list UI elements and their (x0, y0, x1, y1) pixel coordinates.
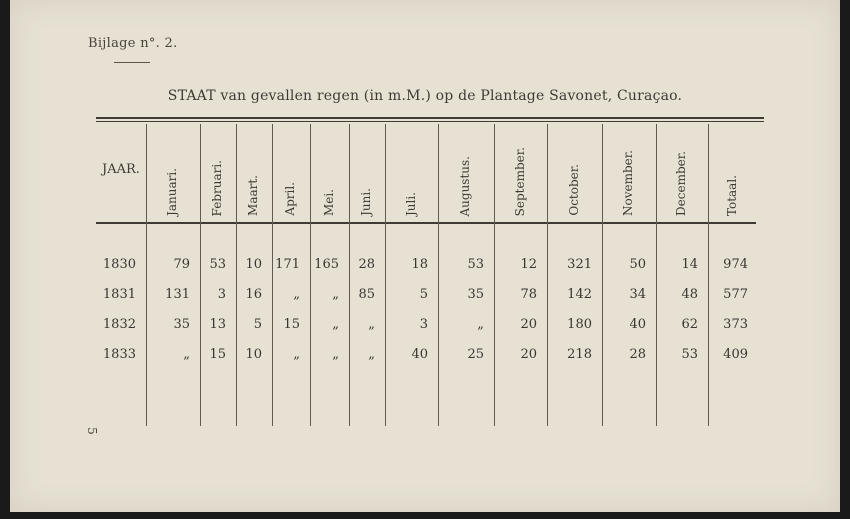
rainfall-cell: 53 (209, 257, 226, 272)
rainfall-cell: „ (293, 287, 300, 302)
rainfall-cell: 131 (165, 287, 190, 302)
rainfall-cell: 62 (681, 317, 698, 332)
rainfall-cell: 142 (567, 287, 592, 302)
rainfall-cell: 12 (520, 257, 537, 272)
rainfall-cell: 25 (467, 347, 484, 362)
year-cell: 1833 (102, 347, 136, 362)
rainfall-cell: 15 (283, 317, 300, 332)
rainfall-cell: „ (183, 347, 190, 362)
month-header: April. (283, 182, 297, 216)
rainfall-cell: 35 (467, 287, 484, 302)
rainfall-cell: 85 (358, 287, 375, 302)
year-cell: 1830 (102, 257, 136, 272)
rainfall-cell: 10 (245, 257, 262, 272)
rainfall-cell: 28 (358, 257, 375, 272)
top-rule (96, 117, 764, 119)
rainfall-cell: 171 (275, 257, 300, 272)
month-header: November. (621, 150, 635, 216)
rainfall-cell: 218 (567, 347, 592, 362)
appendix-label: Bijlage n°. 2. (88, 36, 178, 51)
total-cell: 409 (723, 347, 748, 362)
total-header: Totaal. (725, 174, 739, 216)
year-cell: 1832 (102, 317, 136, 332)
rainfall-cell: 13 (209, 317, 226, 332)
rainfall-cell: 18 (411, 257, 428, 272)
rainfall-cell: 48 (681, 287, 698, 302)
rainfall-cell: 35 (173, 317, 190, 332)
document-page (10, 0, 840, 512)
rainfall-cell: 10 (245, 347, 262, 362)
rainfall-cell: 40 (411, 347, 428, 362)
rainfall-cell: 20 (520, 317, 537, 332)
total-cell: 974 (723, 257, 748, 272)
page-mark: 5 (84, 427, 99, 435)
rainfall-cell: 3 (217, 287, 226, 302)
header-bottom-rule (96, 222, 756, 224)
rainfall-cell: 3 (419, 317, 428, 332)
rainfall-cell: 40 (629, 317, 646, 332)
rainfall-cell: 180 (567, 317, 592, 332)
year-cell: 1831 (102, 287, 136, 302)
rainfall-cell: 5 (253, 317, 262, 332)
rainfall-cell: 165 (314, 257, 339, 272)
month-header: Juni. (359, 188, 373, 216)
rainfall-cell: 20 (520, 347, 537, 362)
month-header: Januari. (165, 168, 179, 216)
rainfall-cell: „ (332, 347, 339, 362)
appendix-underline (114, 62, 150, 63)
total-cell: 577 (723, 287, 748, 302)
rainfall-cell: 34 (629, 287, 646, 302)
rainfall-cell: 79 (173, 257, 190, 272)
month-header: September. (512, 146, 527, 216)
month-header: Maart. (246, 175, 260, 216)
rainfall-cell: 78 (520, 287, 537, 302)
total-cell: 373 (723, 317, 748, 332)
month-header: Mei. (321, 188, 336, 216)
rainfall-cell: 15 (209, 347, 226, 362)
rainfall-cell: 53 (467, 257, 484, 272)
rainfall-cell: 321 (567, 257, 592, 272)
rainfall-cell: 5 (419, 287, 428, 302)
rainfall-cell: 50 (629, 257, 646, 272)
rainfall-cell: 16 (245, 287, 262, 302)
rainfall-cell: 14 (681, 257, 698, 272)
rainfall-cell: „ (332, 287, 339, 302)
table-title: STAAT van gevallen regen (in m.M.) op de Plantage Savonet, Curaçao. (167, 88, 683, 104)
month-header: October. (566, 164, 581, 216)
month-header: Juli. (403, 191, 418, 216)
rainfall-cell: „ (368, 317, 375, 332)
month-header: December. (674, 151, 688, 216)
top-rule-thin (96, 121, 764, 122)
rainfall-cell: 53 (681, 347, 698, 362)
rainfall-cell: 28 (629, 347, 646, 362)
rainfall-cell: „ (368, 347, 375, 362)
month-header: Februari. (210, 159, 224, 216)
rainfall-cell: „ (332, 317, 339, 332)
rainfall-cell: „ (293, 347, 300, 362)
year-column-header: JAAR. (102, 162, 140, 177)
rainfall-cell: „ (477, 317, 484, 332)
month-header: Augustus. (458, 155, 472, 216)
